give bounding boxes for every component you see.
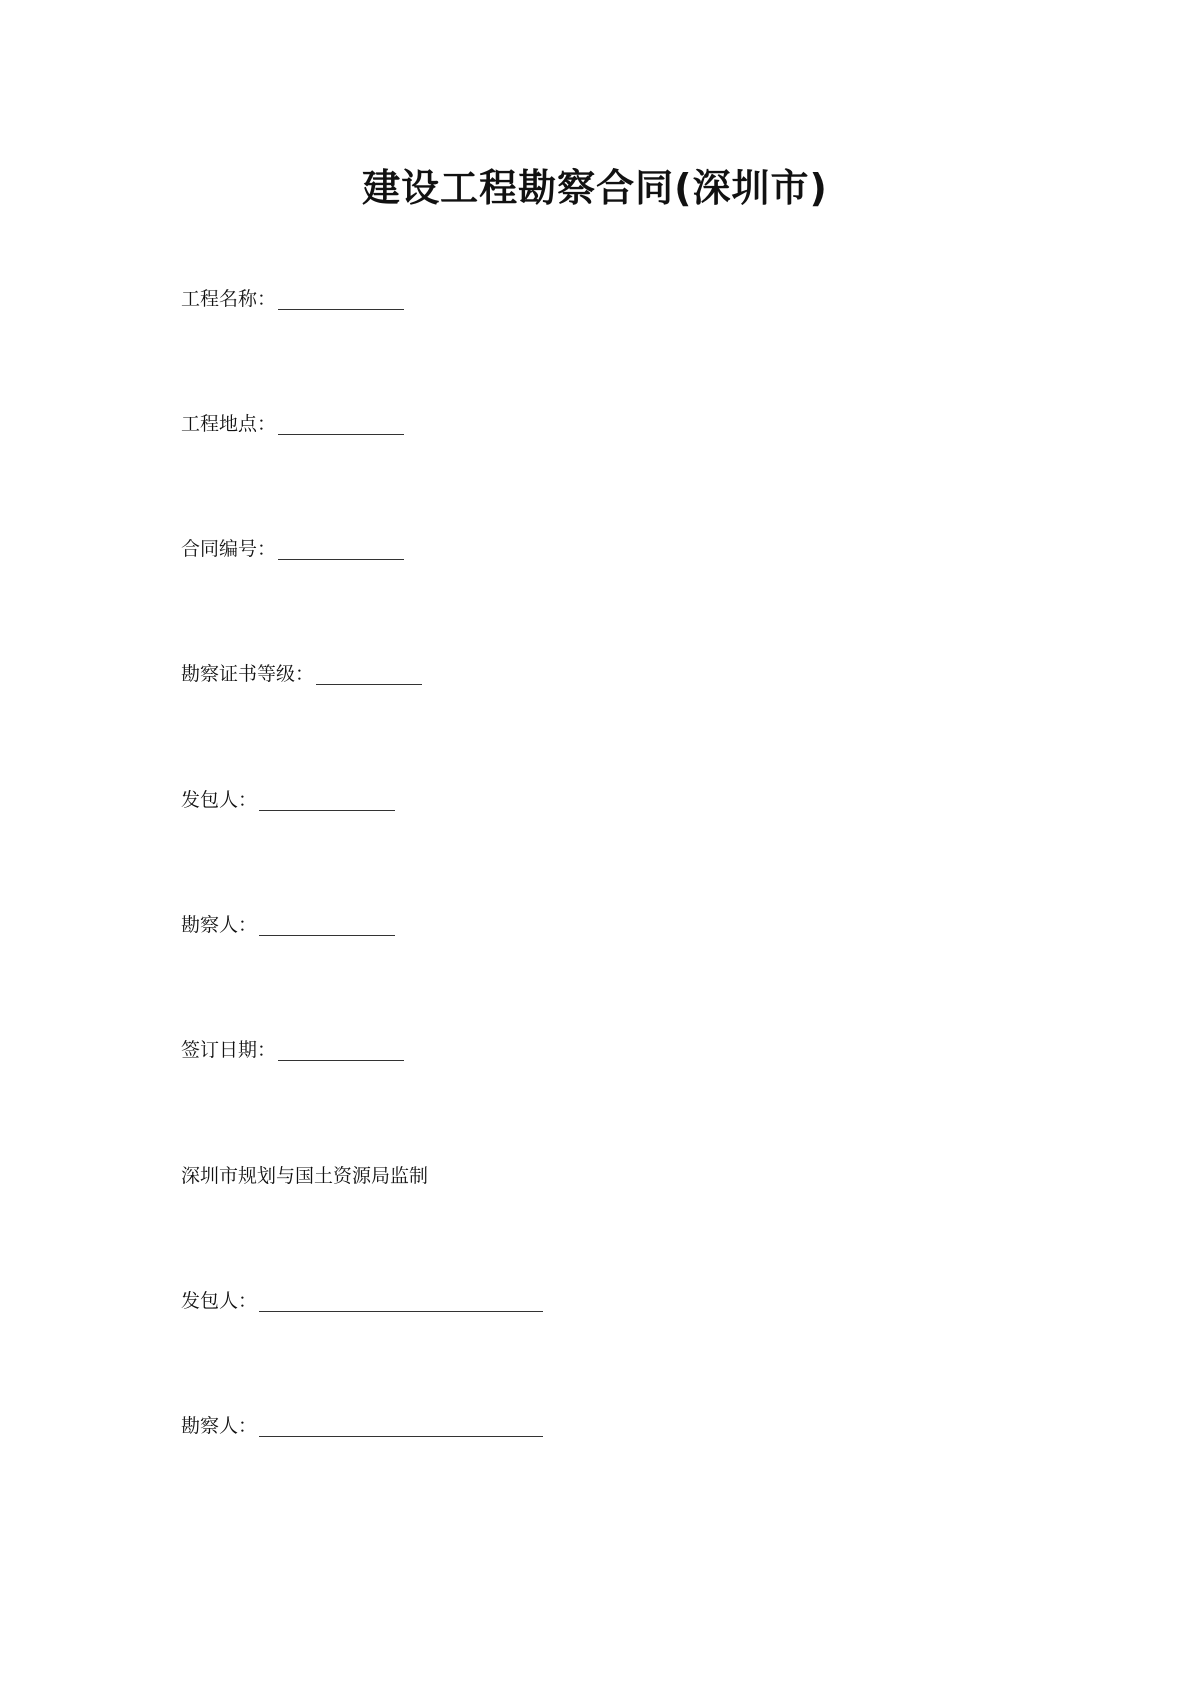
document-title: 建设工程勘察合同(深圳市) xyxy=(362,166,828,210)
field-label: 合同编号： xyxy=(181,538,277,560)
fill-blank xyxy=(316,664,422,685)
fill-blank xyxy=(278,289,404,310)
fill-blank xyxy=(278,414,404,435)
supervisor-note: 深圳市规划与国土资源局监制 xyxy=(181,1165,429,1187)
party-surveyor xyxy=(181,1409,543,1439)
party-employer xyxy=(181,1284,543,1314)
fill-blank xyxy=(278,1040,404,1061)
field-contract-number xyxy=(181,532,404,562)
field-employer xyxy=(181,783,395,813)
field-label: 工程地点： xyxy=(181,413,277,435)
field-label: 签订日期： xyxy=(181,1039,277,1061)
fill-blank xyxy=(259,1291,543,1312)
field-project-name xyxy=(181,282,404,312)
field-project-location xyxy=(181,407,404,437)
field-label: 勘察人： xyxy=(181,1415,258,1437)
field-certificate-grade xyxy=(181,657,422,687)
field-label: 勘察人： xyxy=(181,914,258,936)
field-signing-date xyxy=(181,1033,404,1063)
field-label: 工程名称： xyxy=(181,288,277,310)
field-label: 发包人： xyxy=(181,1290,258,1312)
field-label: 发包人： xyxy=(181,789,258,811)
field-label: 勘察证书等级： xyxy=(181,663,315,685)
fill-blank xyxy=(259,1416,543,1437)
field-surveyor xyxy=(181,908,395,938)
fill-blank xyxy=(259,790,395,811)
fill-blank xyxy=(259,915,395,936)
fill-blank xyxy=(278,539,404,560)
